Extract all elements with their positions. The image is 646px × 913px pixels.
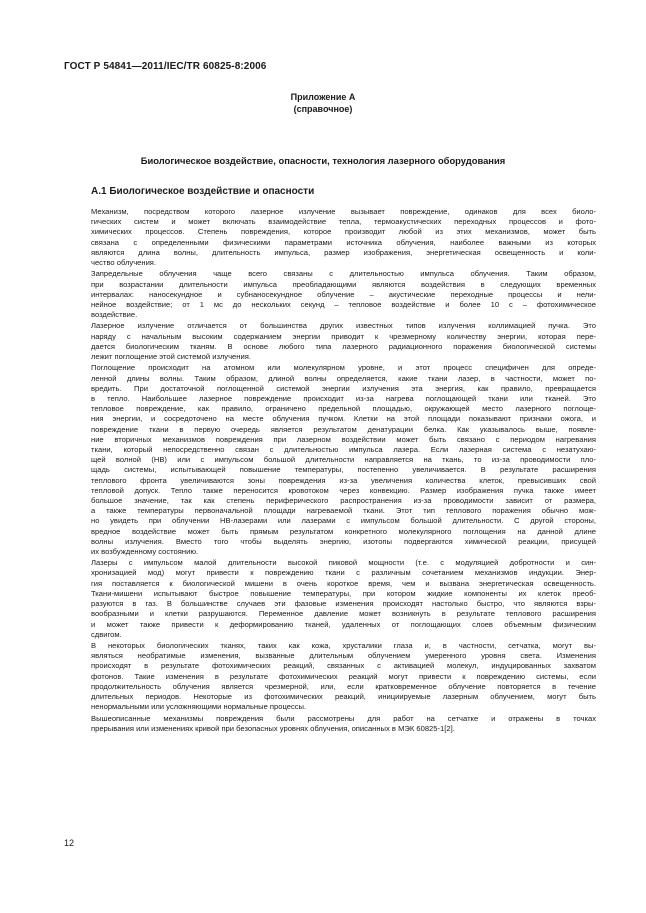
text-line: разуются в газ. В большинстве случаев эти фазовые изменения происходят настолько быстро, что являются взры- xyxy=(91,599,596,609)
paragraph xyxy=(91,558,596,640)
text-line: щадь системы, испытывающей повышение температуры, постепенно увеличивается. В результате расширения xyxy=(91,465,596,475)
text-line: Вышеописанные механизмы повреждения были рассмотрены для работ на сетчатке и отражены в точках xyxy=(91,713,596,723)
text-line: Лазеры с импульсом малой длительности высокой пиковой мощности (т.е. с модуляцией добротности и син- xyxy=(91,558,596,568)
text-line: интервалах: наносекундное и субнаносекундное облучение – акустические переходные процессы и нели- xyxy=(91,289,596,299)
text-line: вообразными и клетки разрушаются. Переменное давление может возникнуть в результате теплового расширения xyxy=(91,609,596,619)
page-number: 12 xyxy=(64,838,75,848)
text-line: Запредельные облучения чаще всего связаны с длительностью импульса облучения. Таким образом, xyxy=(91,269,596,279)
text-line: прерывания или изменениях кривой при безопасных уровнях облучения, описанных в МЭК 60825-1[2]. xyxy=(91,723,455,733)
text-line: Механизм, посредством которого лазерное излучение вызывает повреждение, одинаков для всех биоло- xyxy=(91,207,596,216)
text-line: тепловой допуск. Тепло также переносится кровотоком через конвекцию. Размер изображения пучка также имеет xyxy=(91,485,596,495)
text-line: ткани, который непосредственно связан с длительностью импульса лазера. Если лазерная система с незатухаю- xyxy=(91,444,596,454)
text-line: лежит поглощение этой системой излучения. xyxy=(91,352,251,362)
standard-designation: ГОСТ Р 54841—2011/IEC/TR 60825-8:2006 xyxy=(64,61,267,72)
paragraph xyxy=(91,714,596,734)
text-line: волны излучения. Вместо того чтобы выделять энергию, изотопы подвергаются химической реакции, присущей xyxy=(91,536,596,546)
text-line: а также температуры первоначальной площади нагреваемой ткани. Этот тип теплового поражения обычно мож- xyxy=(91,506,596,516)
paragraph xyxy=(91,641,596,712)
text-line: Поглощение происходит на атомном или молекулярном уровне, и этот процесс специфичен для опреде- xyxy=(91,363,596,373)
text-line: и может также привести к деформированию тканей, удаленных от поглощающих слоев объемным физическим xyxy=(91,619,596,629)
text-line: теплового фронта увеличиваются зоны повреждения из-за увеличения количества клеток, превысивших свой xyxy=(91,475,596,485)
text-line: хронизацией мод) могут привести к повреждению ткани с различным сочетанием механизмов индукции. Энер- xyxy=(91,568,596,578)
text-line: дается биологическим тканям. В основе любого типа лазерного радиационного поражения биологической системы xyxy=(91,341,596,351)
appendix-title: Биологическое воздействие, опасности, технология лазерного оборудования xyxy=(140,155,506,166)
paragraph xyxy=(91,269,596,320)
text-line: вредное воздействие может быть прямым результатом конкретного молекулярного поглощения на данной длине xyxy=(91,526,596,536)
text-line: чество облучения. xyxy=(91,258,157,268)
text-line: но увидеть при облучении НВ-лазерами или лазерами с импульсом большой длительности. С другой стороны, xyxy=(91,516,596,526)
text-line: продолжительность облучения является чрезмерной, или, если кратковременное облучение повторяется в течение xyxy=(91,681,596,691)
text-line: являются длина волны, длительность импульса, размер изображения, энергетическая освещенность и коли- xyxy=(91,247,596,257)
text-line: при возрастании длительности импульса преобладающими являются воздействия в следующих временных xyxy=(91,279,596,289)
text-line: являться необратимые изменения, вызванные длительным облучением умеренного уровня света. Изменения xyxy=(91,651,596,661)
text-line: ния энергии, и сосредоточено на месте облучения пучком. Клетки на этой площади показывают признаки ожога, и xyxy=(91,414,596,424)
text-line: гия поставляется к биологической мишени в очень короткое время, чем и вызвана энергетическая освещенность. xyxy=(91,578,596,588)
text-line: в тепло. Наибольшее лазерное повреждение происходит из-за нагрева поглощающей ткани или тканей. Это xyxy=(91,393,596,403)
text-line: их возбужденному состоянию. xyxy=(91,546,199,556)
text-line: большое значение, так как степень периферического распространения из-за проводимости зависит от размера, xyxy=(91,495,596,505)
body-text xyxy=(91,207,596,735)
paragraph xyxy=(91,363,596,557)
paragraph xyxy=(91,321,596,362)
text-line: ние вторичных механизмов повреждения при лазерном воздействии может быть связано с периодом нагревания xyxy=(91,434,596,444)
text-line: сдвигом. xyxy=(91,629,122,639)
text-line: ненормальными или усложняющими нормальные процессы. xyxy=(91,702,307,712)
text-line: нейное воздействие; от 1 мс до нескольких секунд – тепловое воздействие и более 10 с – фотохимическое xyxy=(91,299,596,309)
text-line: щей волной (НВ) или с импульсом большой длительности направляется на ткань, то из-за проводимости пло- xyxy=(91,455,596,465)
text-line: наряду с начальным высоким содержанием энергии приводит к чрезмерному количеству энергии, которая пере- xyxy=(91,331,596,341)
text-line: воздействие. xyxy=(91,310,138,320)
text-line: вредить. При достаточной поглощенной системой энергии излучения эта энергия, как правило, превращается xyxy=(91,383,596,393)
paragraph xyxy=(91,207,596,268)
text-line: связана с определенными физическими параметрами источника облучения, наиболее важными из которых xyxy=(91,237,596,247)
text-line: В некоторых биологических тканях, таких как кожа, хрусталики глаза и, в частности, сетчатка, могут вы- xyxy=(91,641,596,650)
section-heading: А.1 Биологическое воздействие и опасности xyxy=(91,186,315,197)
text-line: тепловое повреждение, как правило, ограничено предельной площадью, окружающей место лазерного поглоще- xyxy=(91,404,596,414)
appendix-note: (справочное) xyxy=(293,104,353,114)
text-line: ленной длины волны. Таким образом, длиной волны определяется, какие ткани лазер, в частности, может по- xyxy=(91,373,596,383)
text-line: длительных периодов. Некоторые из фотохимических реакций, инициируемые лазерным облучением, могут быть xyxy=(91,692,596,702)
text-line: гических систем и может включать взаимодействие тепла, термоакустических переходных процессов и фото- xyxy=(91,217,596,227)
appendix-heading xyxy=(0,91,646,115)
text-line: химических процессов. Степень повреждения, которое производит любой из этих механизмов, может быть xyxy=(91,227,596,237)
text-line: Ткани-мишени испытывают быстрое повышение температуры, при котором жидкие компоненты их клеток преоб- xyxy=(91,588,596,598)
text-line: повреждение ткани в первую очередь является результатом денатурации белка. Как указывалось выше, появле- xyxy=(91,424,596,434)
text-line: Лазерное излучение отличается от большинства других известных типов излучения коллимацией пучка. Это xyxy=(91,321,596,331)
text-line: происходят в результате фотохимических реакций, связанных с активацией молекул, индуцированных захватом xyxy=(91,661,596,671)
appendix-label: Приложение А xyxy=(290,92,356,102)
text-line: фотонов. Такие изменения в результате фотохимических реакций могут привести к повреждению системы, если xyxy=(91,671,596,681)
